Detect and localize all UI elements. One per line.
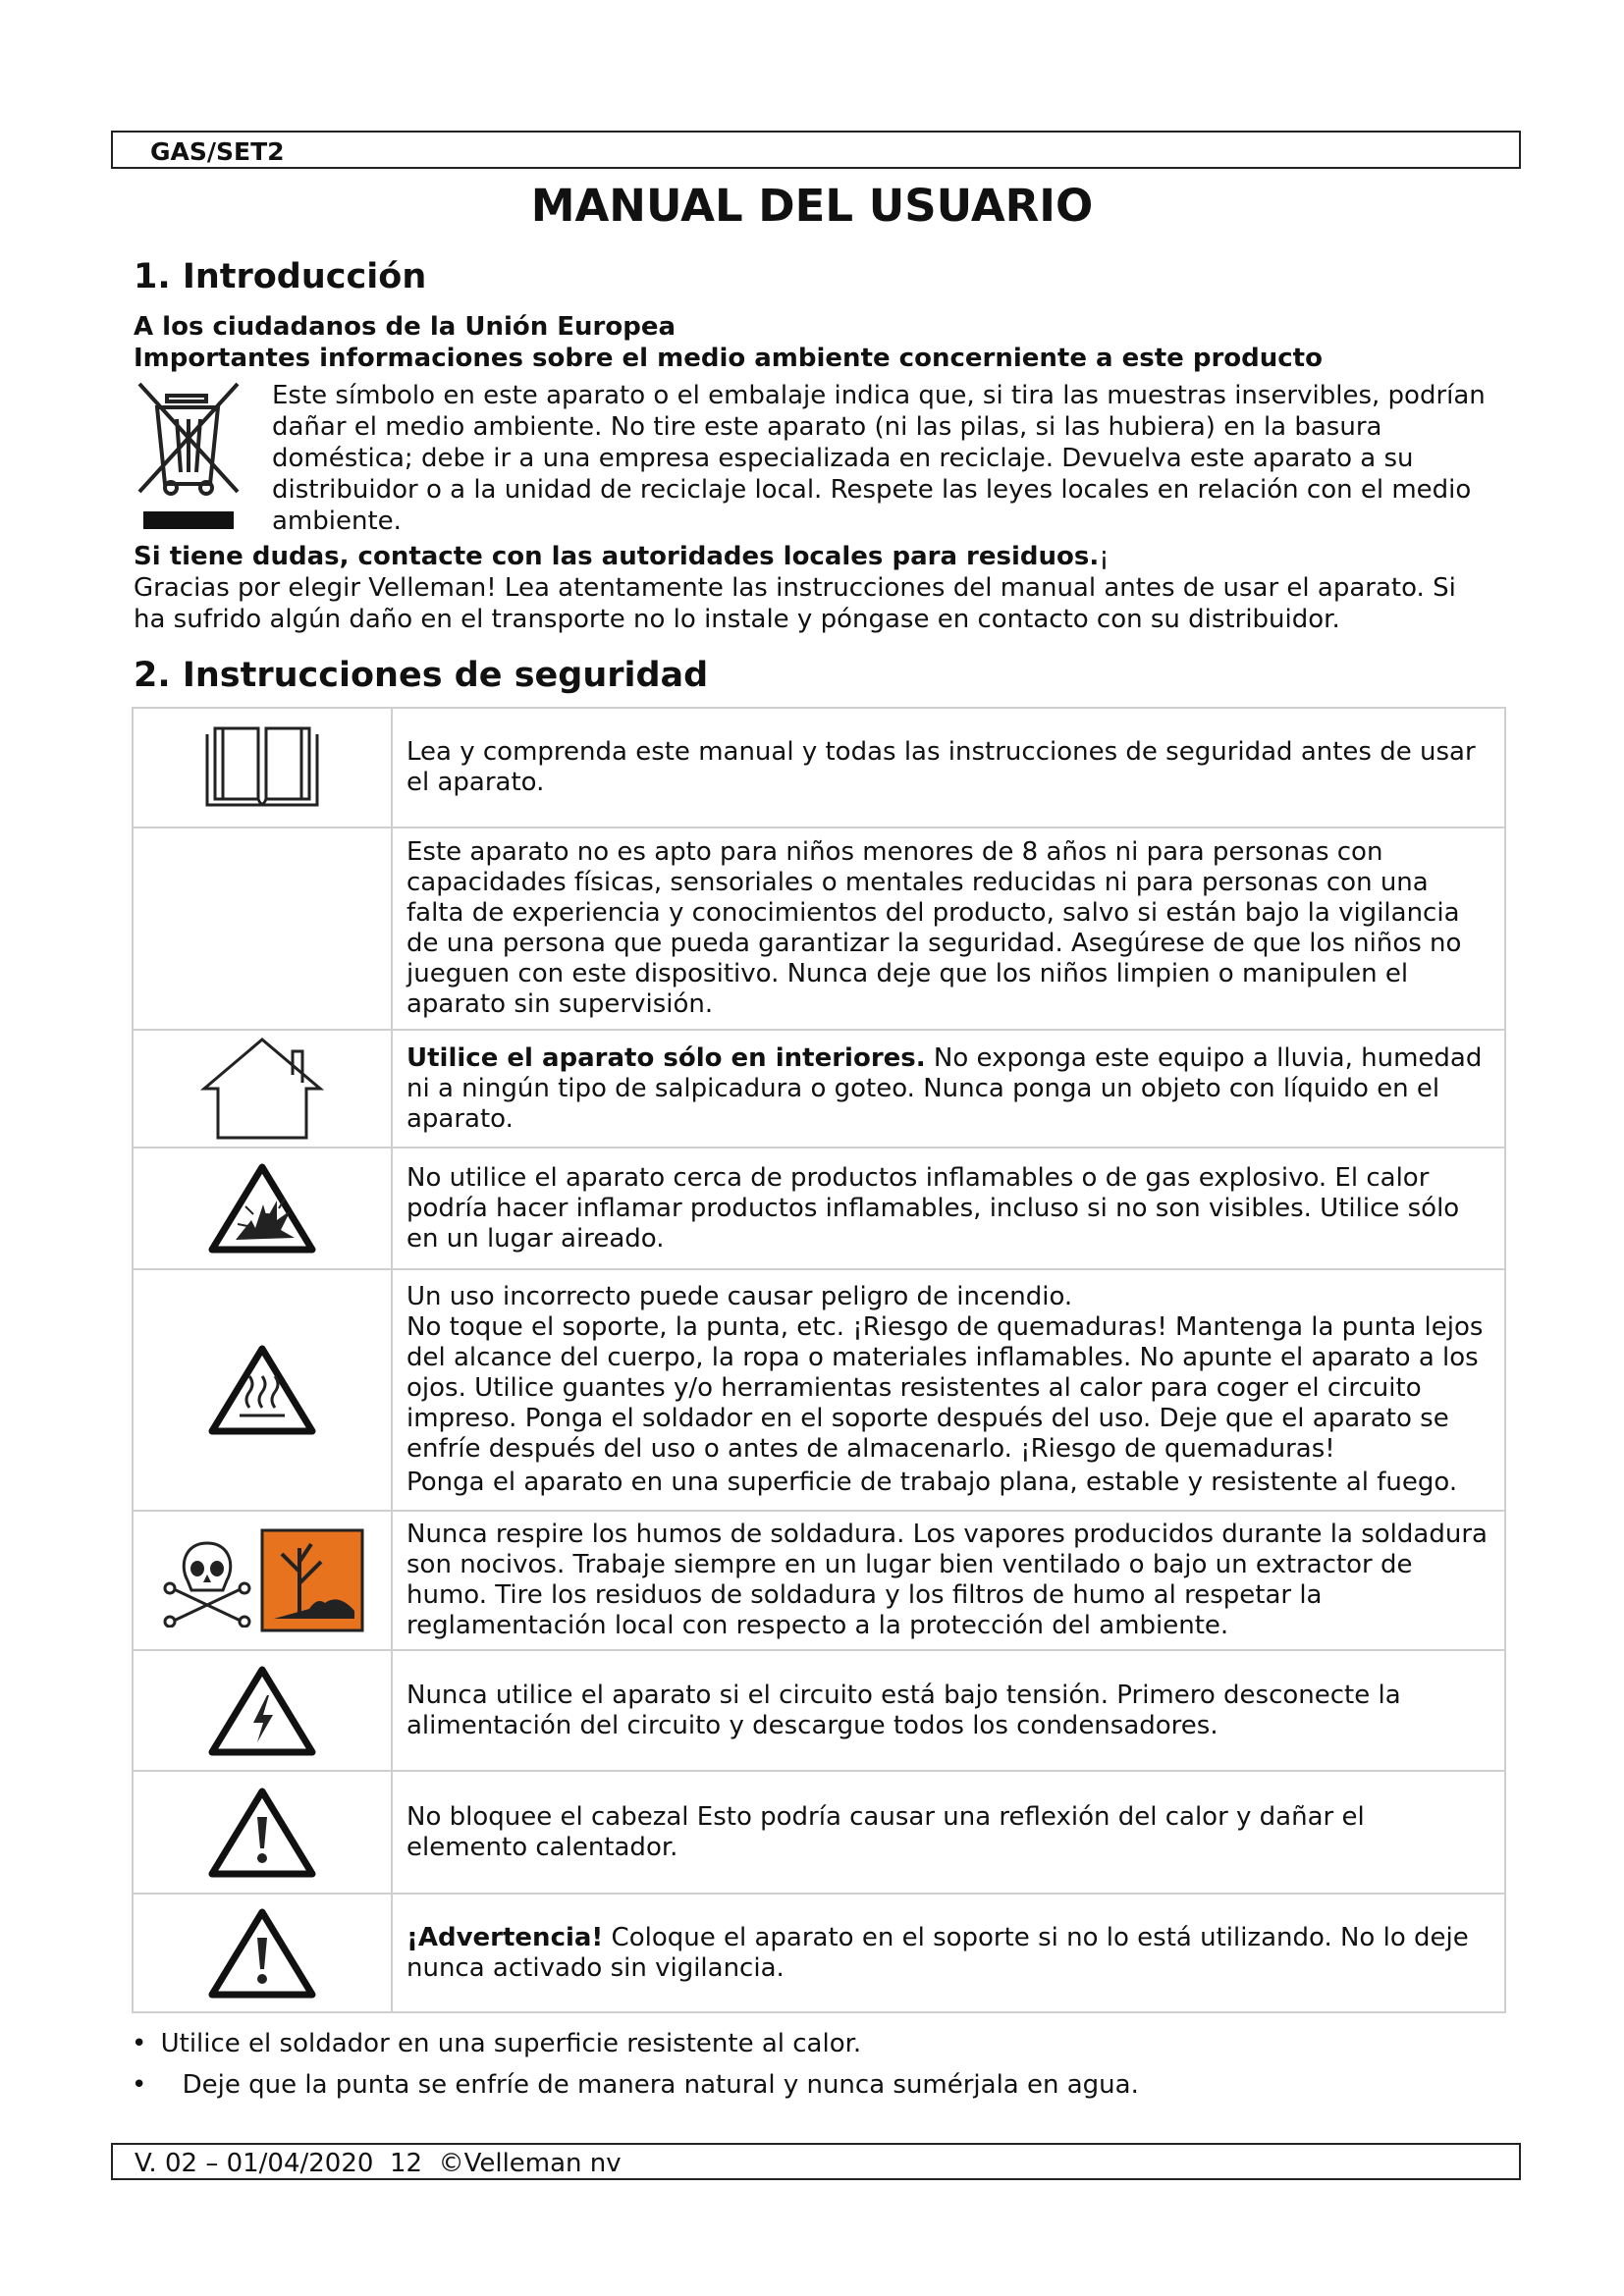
weee-text: Este símbolo en este aparato o el embalaje indica que, si tira las muestras inservibles, podrían dañar el medio ambiente. No tire este aparato (ni las pilas, si las hubiera) en la basura doméstica; debe ir a una empresa especializada en reciclaje. Devuelva este aparato a su distribuidor o a la unidad de reciclaje local. Respete las leyes locales en relación con el medio ambiente. [272,381,1486,536]
electric-hazard-icon [208,1700,316,1719]
safety-heading: 2. Instrucciones de seguridad [134,656,709,695]
safety-icon-cell [133,1650,392,1771]
safety-icon-cell [133,1269,392,1511]
safety-bold-text: Utilice el aparato sólo en interiores. [406,1042,926,1073]
safety-row [133,1650,1505,1771]
safety-icon-cell [133,1511,392,1650]
safety-body-text: Coloque el aparato en el soporte si no lo está utilizando. No lo deje nunca activado sin vigilancia. [406,1922,1469,1983]
safety-text [392,1030,1505,1148]
safety-text: Nunca respire los humos de soldadura. Los vapores producidos durante la soldadura son nocivos. Trabaje siempre en un lugar bien ventilado o bajo un extractor de humo. Tire los residuos de soldadura y los filtros de humo al respetar la reglamentación local con respecto a la protección del ambiente. [392,1511,1505,1650]
footer-text: V. 02 – 01/04/2020 12 ©Velleman nv [135,2149,622,2178]
thanks-text: Gracias por elegir Velleman! Lea atentamente las instrucciones del manual antes de usar el aparato. Si ha sufrido algún daño en el transporte no lo instale y póngase en contacto con su distribuidor. [134,573,1456,634]
safety-icon-cell [133,708,392,828]
safety-row [133,1771,1505,1894]
bullet-dot-icon: • [132,2070,147,2100]
safety-row [133,708,1505,828]
bullet-item [132,2029,861,2058]
safety-icon-cell [133,1771,392,1894]
general-warning-icon [208,1822,316,1841]
safety-row [133,1511,1505,1650]
page-footer [111,2143,1521,2180]
safety-icon-cell [133,1148,392,1269]
hot-surface-warning-icon [208,1380,316,1399]
house-icon [200,1079,324,1097]
page-header [111,131,1521,169]
safety-text: No bloquee el cabezal Esto podría causar una reflexión del calor y dañar el elemento calentador. [392,1771,1505,1894]
general-warning-icon [208,1943,316,1961]
manual-icon [201,758,323,776]
model-label: GAS/SET2 [150,137,285,166]
explosive-warning-icon [208,1199,316,1217]
bullet-text: Deje que la punta se enfríe de manera natural y nunca sumérjala en agua. [182,2070,1139,2100]
skull-toxic-icon [160,1571,259,1589]
safety-text: Nunca utilice el aparato si el circuito está bajo tensión. Primero desconecte la alimentación del circuito y descargue todos los condensadores. [392,1650,1505,1771]
safety-text [392,1894,1505,2012]
safety-line: Ponga el aparato en una superficie de trabajo plana, estable y resistente al fuego. [406,1468,1458,1497]
safety-row [133,828,1505,1030]
safety-text: Este aparato no es apto para niños menores de 8 años ni para personas con capacidades físicas, sensoriales o mentales reducidas ni para personas con una falta de experiencia y conocimientos del producto, salvo si están bajo la vigilancia de una persona que pueda garantizar la seguridad. Asegúrese de que los niños no jueguen con este dispositivo. Nunca deje que los niños limpien o manipulen el aparato sin supervisión. [392,828,1505,1030]
doubts-text: Si tiene dudas, contacte con las autoridades locales para residuos. [134,542,1100,571]
environment-hazard-icon [260,1571,364,1589]
weee-bin-icon [134,378,244,535]
page-title: MANUAL DEL USUARIO [530,180,1094,232]
safety-row [133,1269,1505,1511]
doubts-tail: ¡ [1099,542,1110,571]
safety-row [133,1894,1505,2012]
safety-line: No toque el soporte, la punta, etc. ¡Riesgo de quemaduras! Mantenga la punta lejos del alcance del cuerpo, la ropa o materiales inflamables. No apunte el aparato a los ojos. Utilice guantes y/o herramientas resistentes al calor para coger el circuito impreso. Ponga el soldador en el soporte después del uso. Deje que el aparato se enfríe después del uso o antes de almacenarlo. ¡Riesgo de quemaduras! [406,1312,1484,1464]
safety-text: Lea y comprenda este manual y todas las instrucciones de seguridad antes de usar el aparato. [392,708,1505,828]
safety-text [392,1269,1505,1511]
env-heading: Importantes informaciones sobre el medio ambiente concerniente a este producto [134,344,1323,373]
safety-icon-cell [133,1030,392,1148]
doubts-line [134,541,1528,572]
safety-row [133,1030,1505,1148]
safety-icon-cell [133,828,392,1030]
intro-heading: 1. Introducción [134,257,427,296]
bullet-dot-icon: • [132,2029,147,2058]
eu-heading: A los ciudadanos de la Unión Europea [134,312,677,342]
safety-table [132,707,1506,2013]
safety-row [133,1148,1505,1269]
safety-bold-text: ¡Advertencia! [406,1922,604,1952]
safety-line: Un uso incorrecto puede causar peligro de incendio. [406,1282,1073,1311]
safety-icon-cell [133,1894,392,2012]
safety-text: No utilice el aparato cerca de productos inflamables o de gas explosivo. El calor podría hacer inflamar productos inflamables, incluso si no son visibles. Utilice sólo en un lugar aireado. [392,1148,1505,1269]
safety-body-text: No exponga este equipo a lluvia, humedad ni a ningún tipo de salpicadura o goteo. Nunca ponga un objeto con líquido en el aparato. [406,1042,1483,1134]
bullet-text: Utilice el soldador en una superficie resistente al calor. [160,2029,862,2058]
bullet-item [132,2070,1139,2100]
